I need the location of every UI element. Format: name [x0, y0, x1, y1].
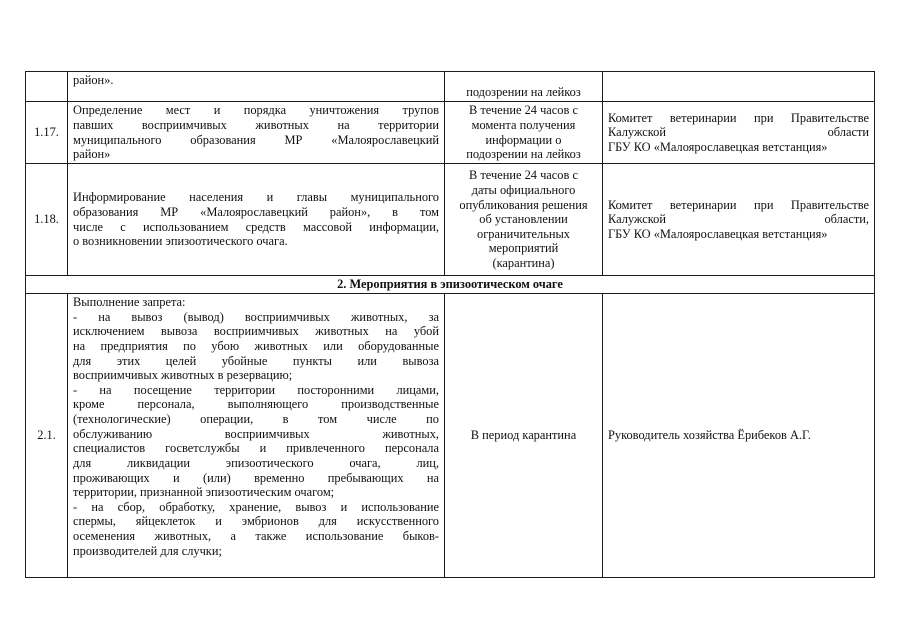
text-line: об установлении — [479, 212, 568, 227]
text-line: Определение мест и порядка уничтожения трупов — [73, 103, 439, 118]
table-body — [26, 72, 875, 578]
row-number: 1.18. — [26, 164, 68, 276]
measures-table — [25, 71, 875, 578]
text-line: образования МР «Малоярославецкий район», в том — [73, 204, 439, 219]
deadline-cell — [445, 102, 603, 164]
text-line: павших восприимчивых животных на территории — [73, 117, 439, 132]
text-line: подозрении на лейкоз — [466, 147, 581, 162]
table-row — [26, 102, 875, 164]
measure-description — [68, 164, 445, 276]
text-line: район» — [73, 147, 111, 162]
text-line: для ликвидации эпизоотического очага, лиц, — [73, 455, 439, 470]
row-number: 1.17. — [26, 102, 68, 164]
text-line: специалистов госветслужбы и привлеченного персонала — [73, 441, 439, 456]
table-row — [26, 294, 875, 578]
text-line: муниципального образования МР «Малоярославецкий — [73, 132, 439, 147]
responsible-cell: Руководитель хозяйства Ёрибеков А.Г. — [603, 294, 875, 578]
text-line: Комитет ветеринарии при Правительстве — [608, 110, 869, 125]
text-line: числе с использованием средств массовой информации, — [73, 219, 439, 234]
measure-description — [68, 72, 445, 102]
text-line: (карантина) — [492, 256, 555, 271]
deadline-cell — [445, 72, 603, 102]
table-row — [26, 72, 875, 102]
text-line: восприимчивых животных в резервацию; — [73, 368, 293, 383]
text-line: В течение 24 часов с — [469, 168, 578, 183]
responsible-cell — [603, 72, 875, 102]
text-line: (технологические) операции, в том числе по — [73, 412, 439, 426]
text-line: - на вывоз (вывод) восприимчивых животных, за — [73, 309, 439, 324]
responsible-cell — [603, 164, 875, 276]
text-line: ограничительных — [477, 226, 570, 241]
text-line: обслуживанию восприимчивых животных, — [73, 426, 439, 441]
text-line: кроме персонала, выполняющего производственные — [73, 397, 439, 412]
deadline-cell: В период карантина — [445, 294, 603, 578]
text-line: Комитет ветеринарии при Правительстве — [608, 197, 869, 212]
text-line: территории, признанной эпизоотическим очагом; — [73, 485, 335, 500]
deadline-cell — [445, 164, 603, 276]
measure-description — [68, 102, 445, 164]
text-line: на предприятия по убою животных или оборудованные — [73, 338, 439, 353]
text-line: Информирование населения и главы муниципального — [73, 190, 439, 205]
table-row — [26, 164, 875, 276]
text-line: - на сбор, обработку, хранение, вывоз и использование — [73, 499, 439, 514]
section-header-row — [26, 276, 875, 294]
text-line: производителей для случки; — [73, 543, 222, 558]
text-line: даты официального — [471, 182, 576, 197]
text-line: Выполнение запрета: — [73, 295, 186, 309]
text-line: район». — [73, 73, 114, 87]
text-line: - на посещение территории посторонними лицами, — [73, 382, 439, 397]
text-line: проживающих и (или) временно пребывающих на — [73, 470, 439, 485]
measure-description — [68, 294, 445, 578]
text-line: осеменения животных, а также использование быков- — [73, 529, 439, 543]
text-line: информации о — [485, 132, 562, 147]
section-title: 2. Мероприятия в эпизоотическом очаге — [26, 276, 875, 294]
text-line: опубликования решения — [459, 197, 588, 212]
row-number — [26, 72, 68, 102]
text-line: В течение 24 часов с — [469, 103, 578, 118]
text-line: Калужской области, — [608, 212, 869, 227]
text-line: спермы, яйцеклеток и эмбрионов для искусственного — [73, 514, 439, 529]
text-line: ГБУ КО «Малоярославецкая ветстанция» — [608, 139, 828, 154]
text-line: о возникновении эпизоотического очага. — [73, 234, 288, 249]
text-line: для этих целей убойные пункты или вывоза — [73, 353, 439, 368]
text-line: ГБУ КО «Малоярославецкая ветстанция» — [608, 226, 828, 241]
responsible-cell — [603, 102, 875, 164]
text-line: подозрении на лейкоз — [466, 85, 581, 100]
text-line: Калужской области — [608, 125, 869, 140]
text-line: момента получения — [471, 117, 576, 132]
text-line: исключением вывоза восприимчивых животных на убой — [73, 324, 439, 339]
row-number: 2.1. — [26, 294, 68, 578]
text-line: мероприятий — [488, 241, 559, 256]
